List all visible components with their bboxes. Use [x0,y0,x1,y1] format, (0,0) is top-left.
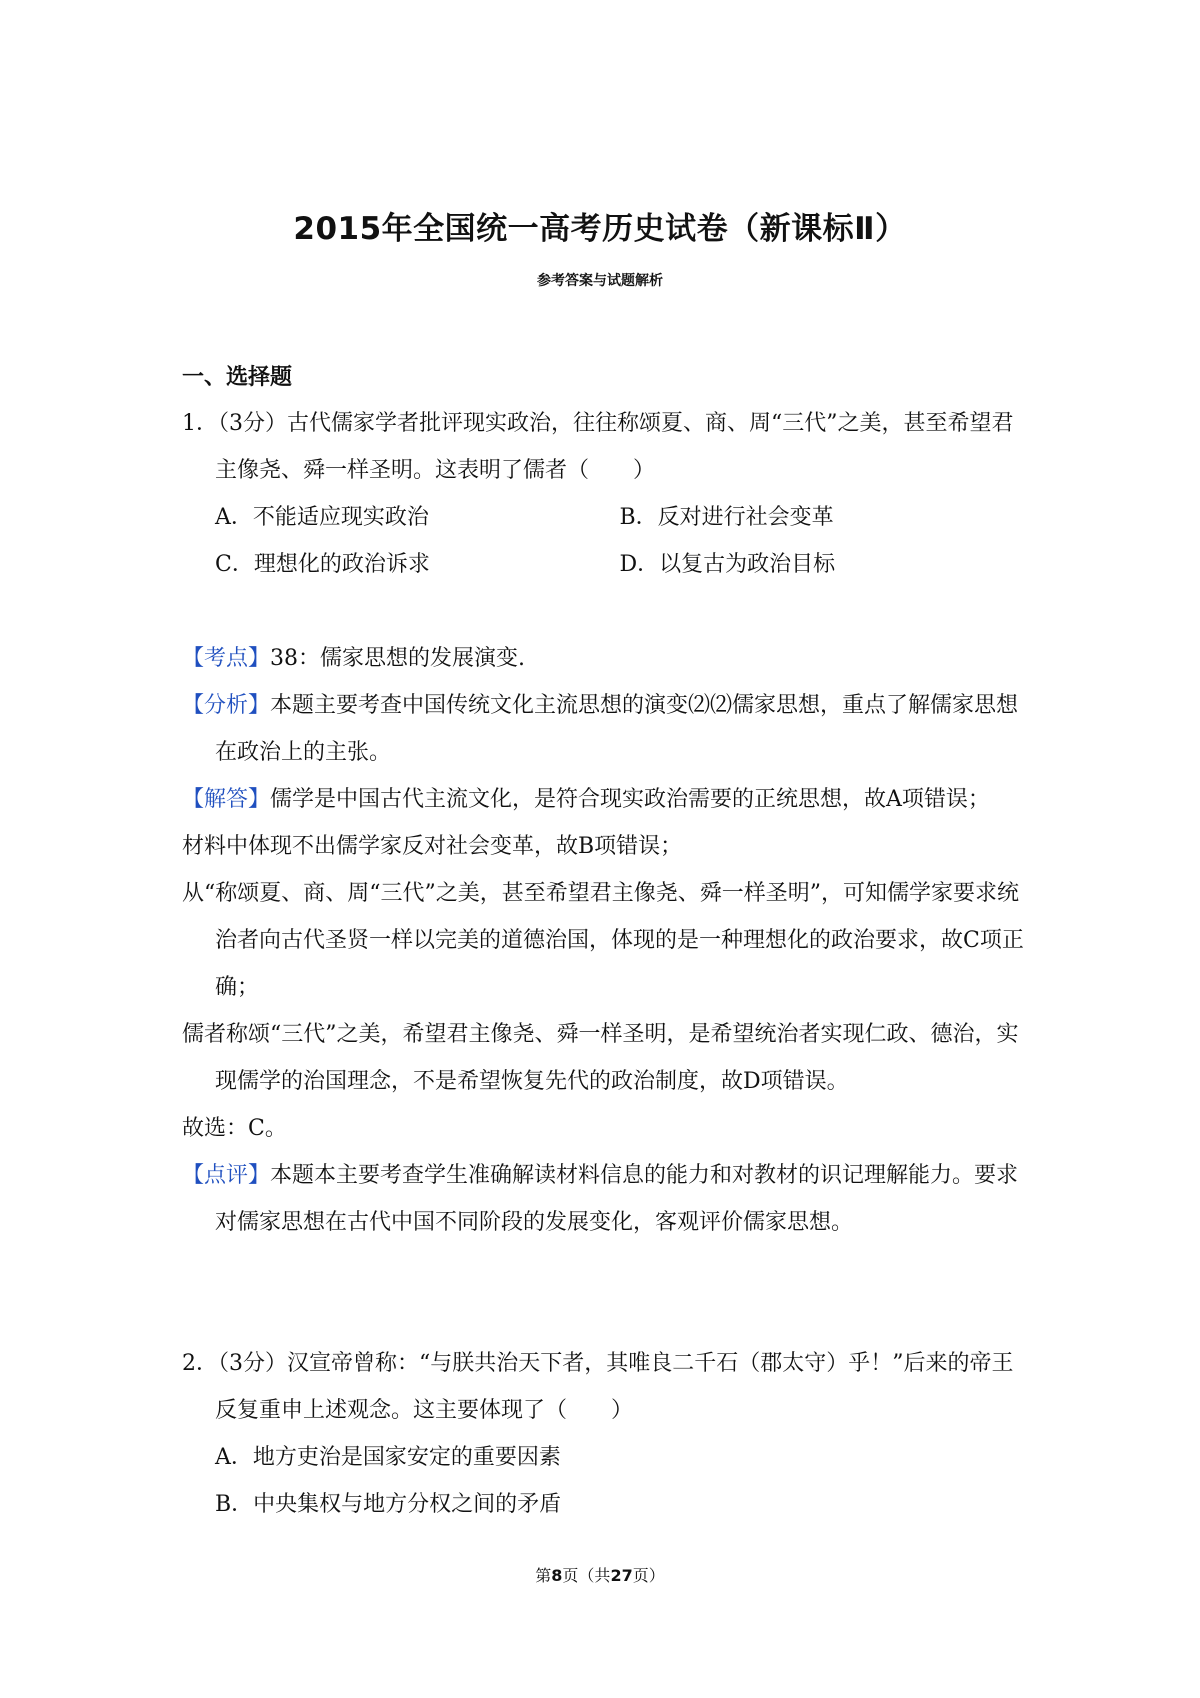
page-footer: 第8页（共27页） [535,1566,665,1585]
page-title: 2015年全国统一高考历史试卷（新课标Ⅱ） [293,211,907,247]
question-1-stem: 1．（3分）古代儒家学者批评现实政治，往往称颂夏、商、周“三代”之美，甚至希望君主像尧、舜一样圣明。这表明了儒者（ ） [182,411,1014,483]
comment-text: 本题本主要考查学生准确解读材料信息的能力和对教材的识记理解能力。要求对儒家思想在古代中国不同阶段的发展变化，客观评价儒家思想。 [215,1163,1019,1235]
option-a: A．不能适应现实政治 [215,505,429,530]
question-2-option-row [182,1434,1024,1481]
analysis-paragraph [182,682,1024,776]
point-text: 38：儒家思想的发展演变. [270,646,526,671]
question-1-options-row-1 [182,494,1024,541]
analysis-tag: 【分析】 [182,693,271,718]
option-b: B．反对进行社会变革 [619,505,834,530]
question-1-explanation [182,635,1024,1246]
answer-text: 儒学是中国古代主流文化，是符合现实政治需要的正统思想，故A项错误； [270,787,990,812]
question-1-options-row-2 [182,541,1024,588]
answer-line: 从“称颂夏、商、周“三代”之美，甚至希望君主像尧、舜一样圣明”，可知儒学家要求统治者向古代圣贤一样以完美的道德治国，体现的是一种理想化的政治要求，故C项正确； [182,881,1024,1000]
option-b: B．中央集权与地方分权之间的矛盾 [215,1492,562,1517]
question-2-stem: 2．（3分）汉宣帝曾称：“与朕共治天下者，其唯良二千石（郡太守）乎！”后来的帝王反复重申上述观念。这主要体现了（ ） [182,1351,1014,1423]
page-number: 8 [551,1566,563,1585]
page-subtitle: 参考答案与试题解析 [537,273,663,289]
answer-line: 儒者称颂“三代”之美，希望君主像尧、舜一样圣明，是希望统治者实现仁政、德治，实现儒学的治国理念，不是希望恢复先代的政治制度，故D项错误。 [182,1022,1019,1094]
answer-tag: 【解答】 [182,787,271,812]
answer-paragraph [182,776,1024,823]
point-tag: 【考点】 [182,646,271,671]
option-a: A．地方吏治是国家安定的重要因素 [215,1445,561,1470]
answer-choice: 故选：C。 [182,1116,287,1141]
section-heading: 一、选择题 [182,365,293,390]
question-1 [182,400,1024,588]
answer-line: 材料中体现不出儒学家反对社会变革，故B项错误； [182,834,683,859]
analysis-text: 本题主要考查中国传统文化主流思想的演变⑵⑵儒家思想，重点了解儒家思想在政治上的主张。 [215,693,1019,765]
question-2 [182,1340,1024,1528]
comment-tag: 【点评】 [182,1163,271,1188]
option-d: D．以复古为政治目标 [619,552,836,577]
point-paragraph [182,635,1024,682]
comment-paragraph [182,1152,1024,1246]
page-total: 27 [610,1566,633,1585]
option-c: C．理想化的政治诉求 [215,552,430,577]
question-2-option-row [182,1481,1024,1528]
